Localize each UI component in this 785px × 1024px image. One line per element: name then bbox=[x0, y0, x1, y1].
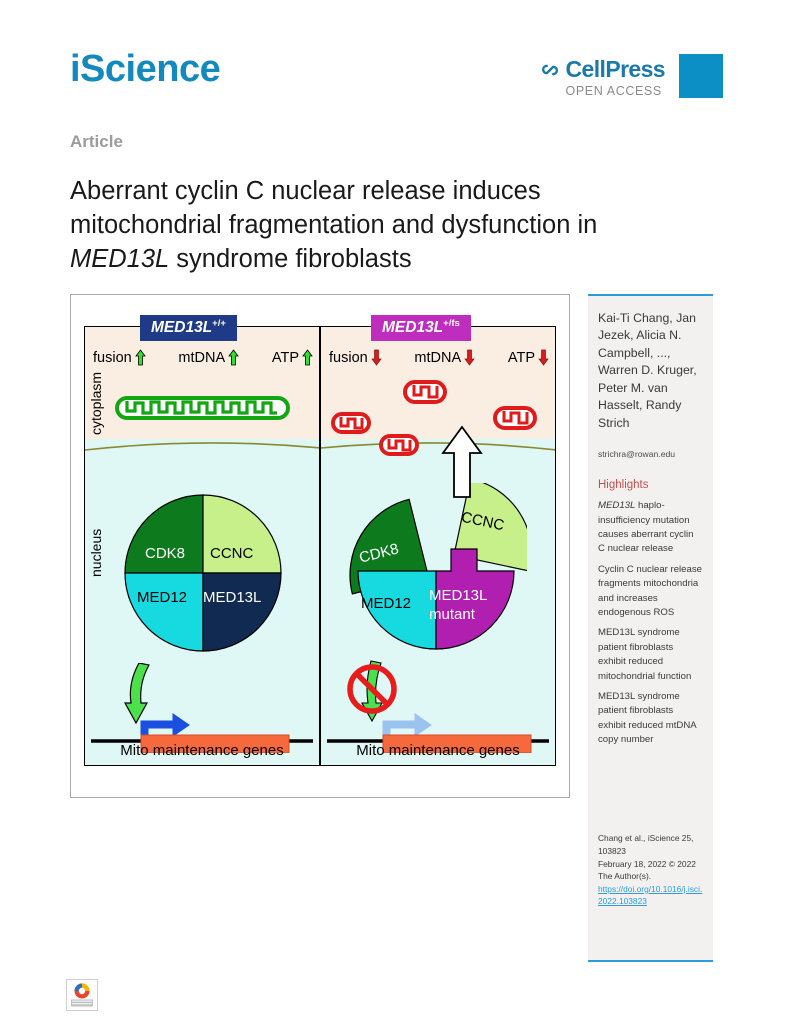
compartment-label-cytoplasm: cytoplasm bbox=[88, 371, 104, 435]
crossmark-badge[interactable] bbox=[66, 979, 98, 1011]
graphical-abstract bbox=[70, 294, 570, 798]
title-line-1: Aberrant cyclin C nuclear release induces bbox=[70, 177, 541, 206]
corresponding-email[interactable]: strichra@rowan.edu bbox=[598, 449, 676, 460]
article-sidebar bbox=[588, 294, 713, 962]
citation-line-1: Chang et al., iScience 25, 103823 bbox=[598, 833, 694, 856]
metric-mtdna-mut bbox=[414, 349, 475, 366]
article-type-kicker: Article bbox=[70, 132, 123, 151]
metric-label: mtDNA bbox=[414, 349, 462, 366]
metrics-row-mut bbox=[329, 349, 549, 366]
citation-block bbox=[598, 832, 703, 908]
genotype-label-mutant: $MED13L^{+/fs}$ bbox=[371, 315, 471, 341]
mitochondrion-elongated-wt bbox=[115, 395, 290, 426]
metric-label: fusion bbox=[329, 349, 368, 366]
pie-label-med13l-wt: MED13L bbox=[203, 589, 262, 606]
metric-label: ATP bbox=[507, 349, 535, 366]
pie-label-cdk8-wt: CDK8 bbox=[145, 545, 186, 562]
highlight-item-1 bbox=[598, 499, 703, 557]
citation-line-2: February 18, 2022 © 2022 The Author(s). bbox=[598, 858, 696, 882]
pie-label-med13l-mut: MED13L bbox=[429, 587, 488, 604]
panel-wildtype bbox=[84, 318, 320, 766]
mediator-kinase-module-mutant bbox=[345, 483, 527, 664]
mitochondrion-fragment-2 bbox=[379, 433, 419, 462]
open-access-label: OPEN ACCESS bbox=[565, 84, 662, 98]
arrow-down-icon bbox=[538, 349, 549, 366]
doi-link[interactable]: https://doi.org/10.1016/j.isci.2022.103823 bbox=[598, 883, 703, 907]
compartment-label-nucleus: nucleus bbox=[88, 528, 104, 577]
arrow-up-icon bbox=[302, 349, 313, 366]
highlight-text: haplo-insufficiency mutation causes aberrant cyclin C nuclear release bbox=[598, 500, 694, 555]
metric-mtdna-wt bbox=[178, 349, 239, 366]
metric-label: ATP bbox=[271, 349, 299, 366]
pie-label-cdk8-mut: CDK8 bbox=[357, 540, 401, 567]
title-line-2: mitochondrial fragmentation and dysfunction in bbox=[70, 210, 598, 239]
metric-label: mtDNA bbox=[178, 349, 226, 366]
cytoplasm-region-wt bbox=[85, 327, 319, 449]
title-line-3-rest: syndrome fibroblasts bbox=[169, 244, 412, 273]
pie-segment-med13l bbox=[203, 573, 281, 651]
mitochondrion-fragment-1 bbox=[331, 411, 371, 440]
metrics-row-wt bbox=[93, 349, 313, 366]
cellpress-blue-square bbox=[679, 54, 723, 98]
highlights-heading: Highlights bbox=[598, 478, 649, 491]
highlight-gene-lead: MED13L bbox=[598, 500, 636, 512]
gene-caption-mut: Mito maintenance genes bbox=[356, 742, 520, 759]
cellpress-logo-block bbox=[539, 54, 723, 98]
title-gene-name: MED13L bbox=[70, 244, 170, 273]
metric-atp-mut bbox=[508, 349, 549, 366]
cellpress-text-wrap bbox=[539, 54, 665, 98]
ccnc-release-arrow bbox=[439, 425, 485, 504]
highlight-text: MED13L syndrome patient fibroblasts exhibit reduced mtDNA copy number bbox=[598, 690, 697, 746]
genotype-label-wildtype: MED13L+/+ bbox=[140, 315, 237, 341]
mediator-kinase-module-wt bbox=[123, 493, 283, 658]
panel-mutant bbox=[320, 318, 556, 766]
pie-label-med12-wt: MED12 bbox=[137, 589, 188, 606]
crossmark-icon bbox=[67, 980, 97, 1010]
metric-label: fusion bbox=[93, 349, 132, 366]
graphical-abstract-panels bbox=[84, 318, 556, 766]
metric-fusion-wt bbox=[93, 349, 146, 366]
highlight-text: Cyclin C nuclear release fragments mitochondria and increases endogenous ROS bbox=[598, 563, 702, 619]
cellpress-wordmark: CellPress bbox=[565, 56, 665, 82]
cellpress-row bbox=[539, 58, 665, 81]
metric-atp-wt bbox=[272, 349, 313, 366]
journal-logo: iScience bbox=[70, 48, 221, 90]
metric-fusion-mut bbox=[329, 349, 382, 366]
pie-label-med12-mut: MED12 bbox=[361, 595, 412, 612]
mitochondrion-fragment-4 bbox=[493, 405, 537, 436]
gene-caption-wt: Mito maintenance genes bbox=[120, 742, 284, 759]
highlight-item-3 bbox=[598, 626, 703, 684]
cellpress-mark-icon bbox=[539, 59, 561, 81]
pie-label-med13l-mutant-suffix: mutant bbox=[429, 606, 475, 623]
highlight-text: MED13L syndrome patient fibroblasts exhibit reduced mitochondrial function bbox=[598, 627, 692, 682]
highlight-item-2 bbox=[598, 563, 703, 621]
arrow-down-icon bbox=[464, 349, 475, 366]
page-title bbox=[70, 175, 710, 277]
pie-label-ccnc-mut: CCNC bbox=[459, 508, 506, 535]
arrow-up-icon bbox=[228, 349, 239, 366]
highlight-item-4 bbox=[598, 690, 703, 748]
arrow-down-icon bbox=[371, 349, 382, 366]
pie-segment-med12 bbox=[125, 573, 203, 651]
author-list: Kai-Ti Chang, Jan Jezek, Alicia N. Campbell, ..., Warren D. Kruger, Peter M. van Hasselt, Randy Strich bbox=[598, 311, 697, 430]
mitochondrion-fragment-3 bbox=[403, 379, 447, 410]
pie-label-ccnc-wt: CCNC bbox=[210, 545, 254, 562]
arrow-up-icon bbox=[135, 349, 146, 366]
